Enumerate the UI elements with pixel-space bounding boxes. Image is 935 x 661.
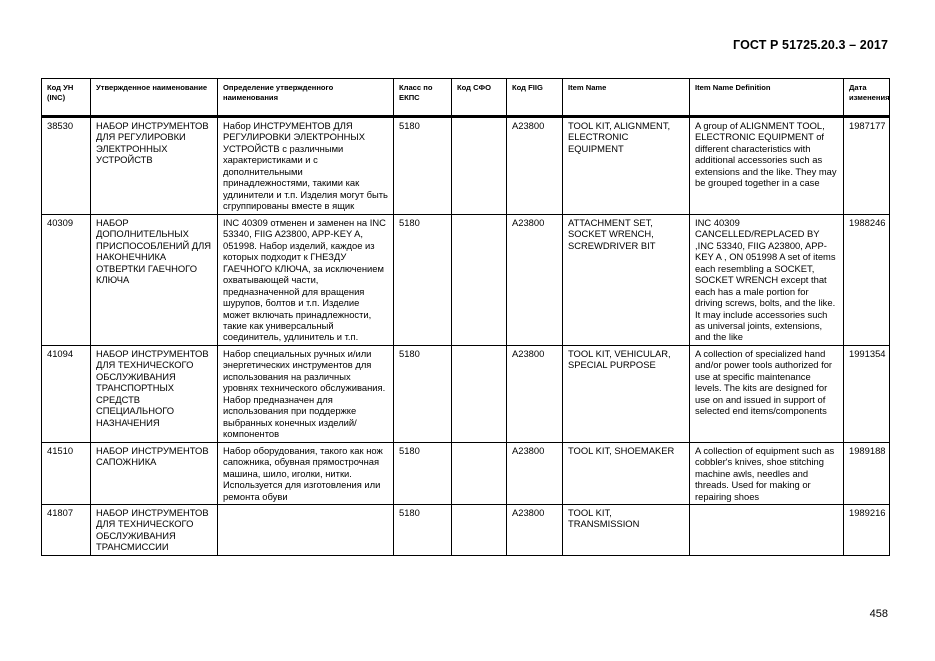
cell-change-date: 1987177 — [844, 117, 890, 215]
cell-approved-name: НАБОР ИНСТРУМЕНТОВ САПОЖНИКА — [91, 442, 218, 504]
cell-inc: 38530 — [42, 117, 91, 215]
cell-sfo-code — [452, 117, 507, 215]
cell-name-definition — [218, 505, 394, 556]
cell-item-name: TOOL KIT, TRANSMISSION — [563, 505, 690, 556]
header-approved-name: Утвержденное наименование — [91, 79, 218, 117]
header-item-name: Item Name — [563, 79, 690, 117]
cell-change-date: 1989188 — [844, 442, 890, 504]
cell-item-name-definition: A group of ALIGNMENT TOOL, ELECTRONIC EQUIPMENT of different characteristics with additional accessories such as extensions and the like. They may be grouped together in a case — [690, 117, 844, 215]
table-row — [42, 345, 890, 442]
cell-inc: 41510 — [42, 442, 91, 504]
cell-name-definition: Набор специальных ручных и/или энергетических инструментов для использования на различных уровнях технического обслуживания. Набор предназначен для использования при поддержке выбранных конечных изделий/компонентов — [218, 345, 394, 442]
cell-ekps-class: 5180 — [394, 214, 452, 345]
cell-item-name: ATTACHMENT SET, SOCKET WRENCH, SCREWDRIVER BIT — [563, 214, 690, 345]
cell-inc: 41807 — [42, 505, 91, 556]
document-id: ГОСТ Р 51725.20.3 – 2017 — [733, 38, 888, 52]
table-header-row — [42, 79, 890, 117]
cell-fiig-code: A23800 — [507, 442, 563, 504]
specification-table — [41, 78, 890, 556]
cell-sfo-code — [452, 505, 507, 556]
cell-item-name-definition: A collection of equipment such as cobbler's knives, shoe stitching machine awls, needles and threads. Used for making or repairing shoes — [690, 442, 844, 504]
cell-item-name: TOOL KIT, VEHICULAR, SPECIAL PURPOSE — [563, 345, 690, 442]
cell-ekps-class: 5180 — [394, 345, 452, 442]
cell-ekps-class: 5180 — [394, 117, 452, 215]
cell-item-name-definition: A collection of specialized hand and/or power tools authorized for use at specific maintenance levels. The kits are designed for use on and issued in support of selected end items/components — [690, 345, 844, 442]
cell-fiig-code: A23800 — [507, 505, 563, 556]
cell-ekps-class: 5180 — [394, 505, 452, 556]
header-name-definition: Определение утвержденного наименования — [218, 79, 394, 117]
cell-approved-name: НАБОР ИНСТРУМЕНТОВ ДЛЯ ТЕХНИЧЕСКОГО ОБСЛУЖИВАНИЯ ТРАНСПОРТНЫХ СРЕДСТВ СПЕЦИАЛЬНОГО НАЗНАЧЕНИЯ — [91, 345, 218, 442]
table-row — [42, 117, 890, 215]
header-ekps-class: Класс по ЕКПС — [394, 79, 452, 117]
cell-item-name-definition: INC 40309 CANCELLED/REPLACED BY ,INC 53340, FIIG A23800, APP-KEY A , ON 051998 A set of items each resembling a SOCKET, SOCKET WRENCH except that each has a male portion for driving screws, bolts, and the like. It may include accessories such as universal joints, extensions, and the like — [690, 214, 844, 345]
cell-change-date: 1989216 — [844, 505, 890, 556]
cell-fiig-code: A23800 — [507, 117, 563, 215]
page-number: 458 — [869, 608, 888, 620]
cell-item-name-definition — [690, 505, 844, 556]
header-fiig-code: Код FIIG — [507, 79, 563, 117]
cell-approved-name: НАБОР ИНСТРУМЕНТОВ ДЛЯ РЕГУЛИРОВКИ ЭЛЕКТРОННЫХ УСТРОЙСТВ — [91, 117, 218, 215]
cell-inc: 41094 — [42, 345, 91, 442]
cell-sfo-code — [452, 442, 507, 504]
cell-name-definition: Набор оборудования, такого как нож сапожника, обувная прямострочная машина, шило, иголки, нитки. Используется для изготовления или ремонта обуви — [218, 442, 394, 504]
cell-change-date: 1988246 — [844, 214, 890, 345]
header-item-name-definition: Item Name Definition — [690, 79, 844, 117]
cell-change-date: 1991354 — [844, 345, 890, 442]
cell-approved-name: НАБОР ДОПОЛНИТЕЛЬНЫХ ПРИСПОСОБЛЕНИЙ ДЛЯ НАКОНЕЧНИКА ОТВЕРТКИ ГАЕЧНОГО КЛЮЧА — [91, 214, 218, 345]
cell-sfo-code — [452, 345, 507, 442]
cell-item-name: TOOL KIT, SHOEMAKER — [563, 442, 690, 504]
table-row — [42, 214, 890, 345]
table-row — [42, 442, 890, 504]
cell-inc: 40309 — [42, 214, 91, 345]
cell-fiig-code: A23800 — [507, 345, 563, 442]
header-change-date: Дата изменения — [844, 79, 890, 117]
header-inc: Код УН (INC) — [42, 79, 91, 117]
cell-item-name: TOOL KIT, ALIGNMENT, ELECTRONIC EQUIPMENT — [563, 117, 690, 215]
cell-approved-name: НАБОР ИНСТРУМЕНТОВ ДЛЯ ТЕХНИЧЕСКОГО ОБСЛУЖИВАНИЯ ТРАНСМИССИИ — [91, 505, 218, 556]
cell-name-definition: INC 40309 отменен и заменен на INC 53340, FIIG A23800, APP-KEY A, 051998. Набор изделий, каждое из которых подходит к ГНЕЗДУ ГАЕЧНОГО КЛЮЧА, за исключением охватывающей части, предназначенной для вращения шурупов, болтов и т.п. Изделие может включать принадлежности, такие как универсальный соединитель, удлинитель и т.п. — [218, 214, 394, 345]
cell-sfo-code — [452, 214, 507, 345]
cell-name-definition: Набор ИНСТРУМЕНТОВ ДЛЯ РЕГУЛИРОВКИ ЭЛЕКТРОННЫХ УСТРОЙСТВ с различными характеристиками и с дополнительными принадлежностями, такими как удлинители и т.п. Изделия могут быть сгруппированы вместе в ящик — [218, 117, 394, 215]
cell-ekps-class: 5180 — [394, 442, 452, 504]
table-row — [42, 505, 890, 556]
cell-fiig-code: A23800 — [507, 214, 563, 345]
header-sfo-code: Код СФО — [452, 79, 507, 117]
